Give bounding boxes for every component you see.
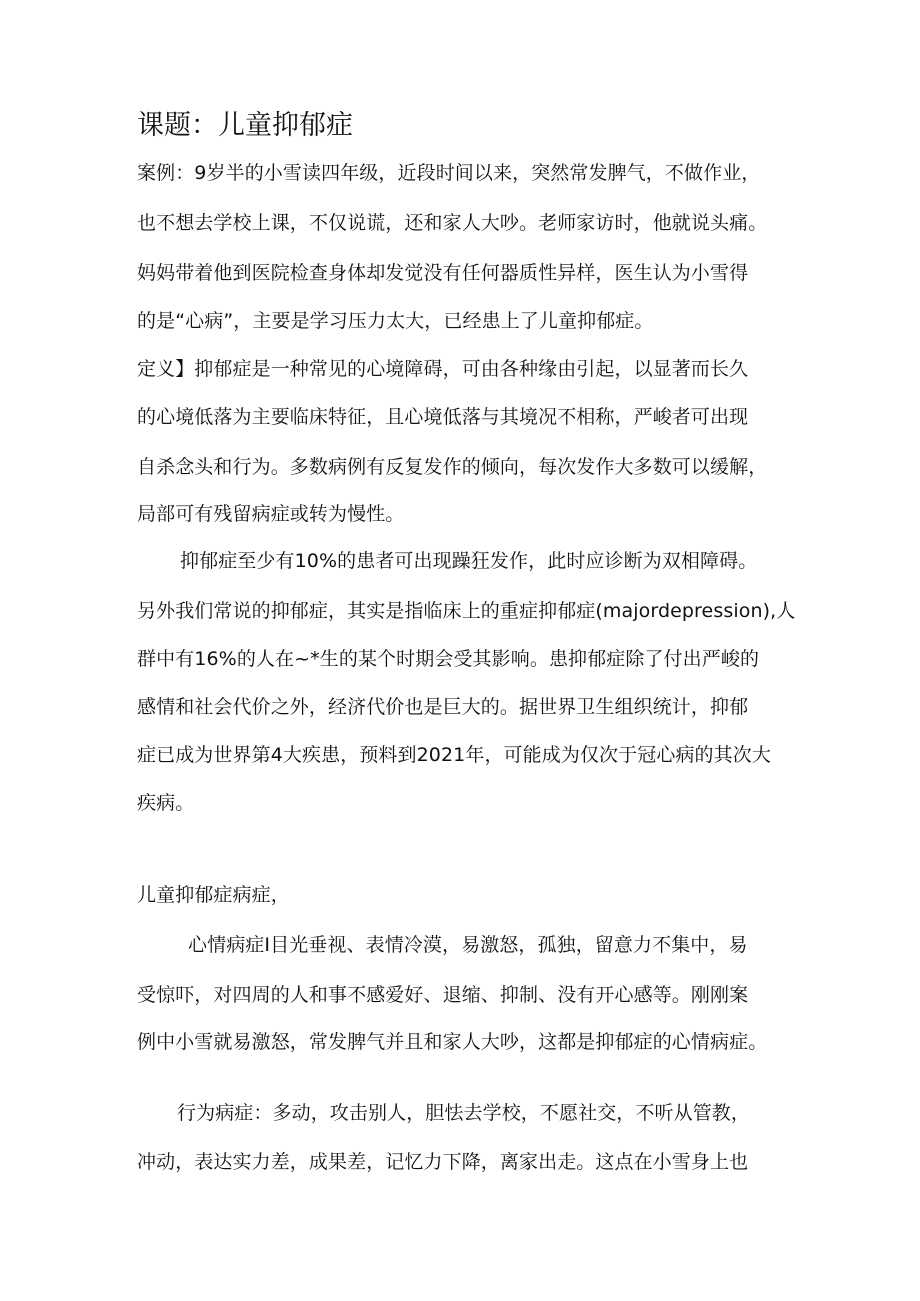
definition-line-2: 的心境低落为主要临床特征，且心境低落与其境况不相称，严峻者可出现 (137, 406, 749, 428)
case-line-2: 也不想去学校上课，不仅说谎，还和家人大吵。老师家访时，他就说头痛。 (137, 212, 768, 234)
definition-line-1: 定义】抑郁症是一种常见的心境障碍，可由各种缘由引起，以显著而长久 (137, 358, 749, 380)
stats-line-5: 症已成为世界第4大疾患，预料到2021年，可能成为仅次于冠心病的其次大 (137, 744, 771, 766)
case-line-3: 妈妈带着他到医院检查身体却发觉没有任何器质性异样，医生认为小雪得 (137, 262, 749, 284)
case-line-4: 的是“心病”，主要是学习压力太大，已经患上了儿童抑郁症。 (137, 310, 654, 332)
stats-line-1: 抑郁症至少有10%的患者可出现躁狂发作，此时应诊断为双相障碍。 (180, 550, 758, 572)
mood-line-2: 受惊吓，对四周的人和事不感爱好、退缩、抑制、没有开心感等。刚刚案 (137, 984, 749, 1006)
stats-line-6: 疾病。 (137, 792, 195, 814)
mood-line-1: 心情病症I目光垂视、表情冷漠，易激怒，孤独，留意力不集中，易 (188, 934, 748, 956)
definition-line-4: 局部可有残留病症或转为慢性。 (137, 503, 405, 525)
symptoms-heading: 儿童抑郁症病症， (137, 884, 290, 906)
definition-line-3: 自杀念头和行为。多数病例有反复发作的倾向，每次发作大多数可以缓解， (137, 456, 768, 478)
stats-line-2: 另外我们常说的抑郁症，其实是指临床上的重症抑郁症(majordepression),人 (137, 600, 796, 622)
behavior-line-2: 冲动，表达实力差，成果差，记忆力下降，离家出走。这点在小雪身上也 (137, 1151, 749, 1173)
behavior-line-1: 行为病症：多动，攻击别人，胆怯去学校，不愿社交，不听从管教， (177, 1102, 751, 1124)
stats-line-3: 群中有16%的人在~*生的某个时期会受其影响。患抑郁症除了付出严峻的 (137, 648, 760, 670)
page-title: 课题：儿童抑郁症 (137, 110, 353, 141)
mood-line-3: 例中小雪就易激怒，常发脾气并且和家人大吵，这都是抑郁症的心情病症。 (137, 1031, 768, 1053)
case-line-1: 案例：9岁半的小雪读四年级，近段时间以来，突然常发脾气，不做作业， (137, 162, 761, 184)
stats-line-4: 感情和社会代价之外，经济代价也是巨大的。据世界卫生组织统计，抑郁 (137, 696, 749, 718)
